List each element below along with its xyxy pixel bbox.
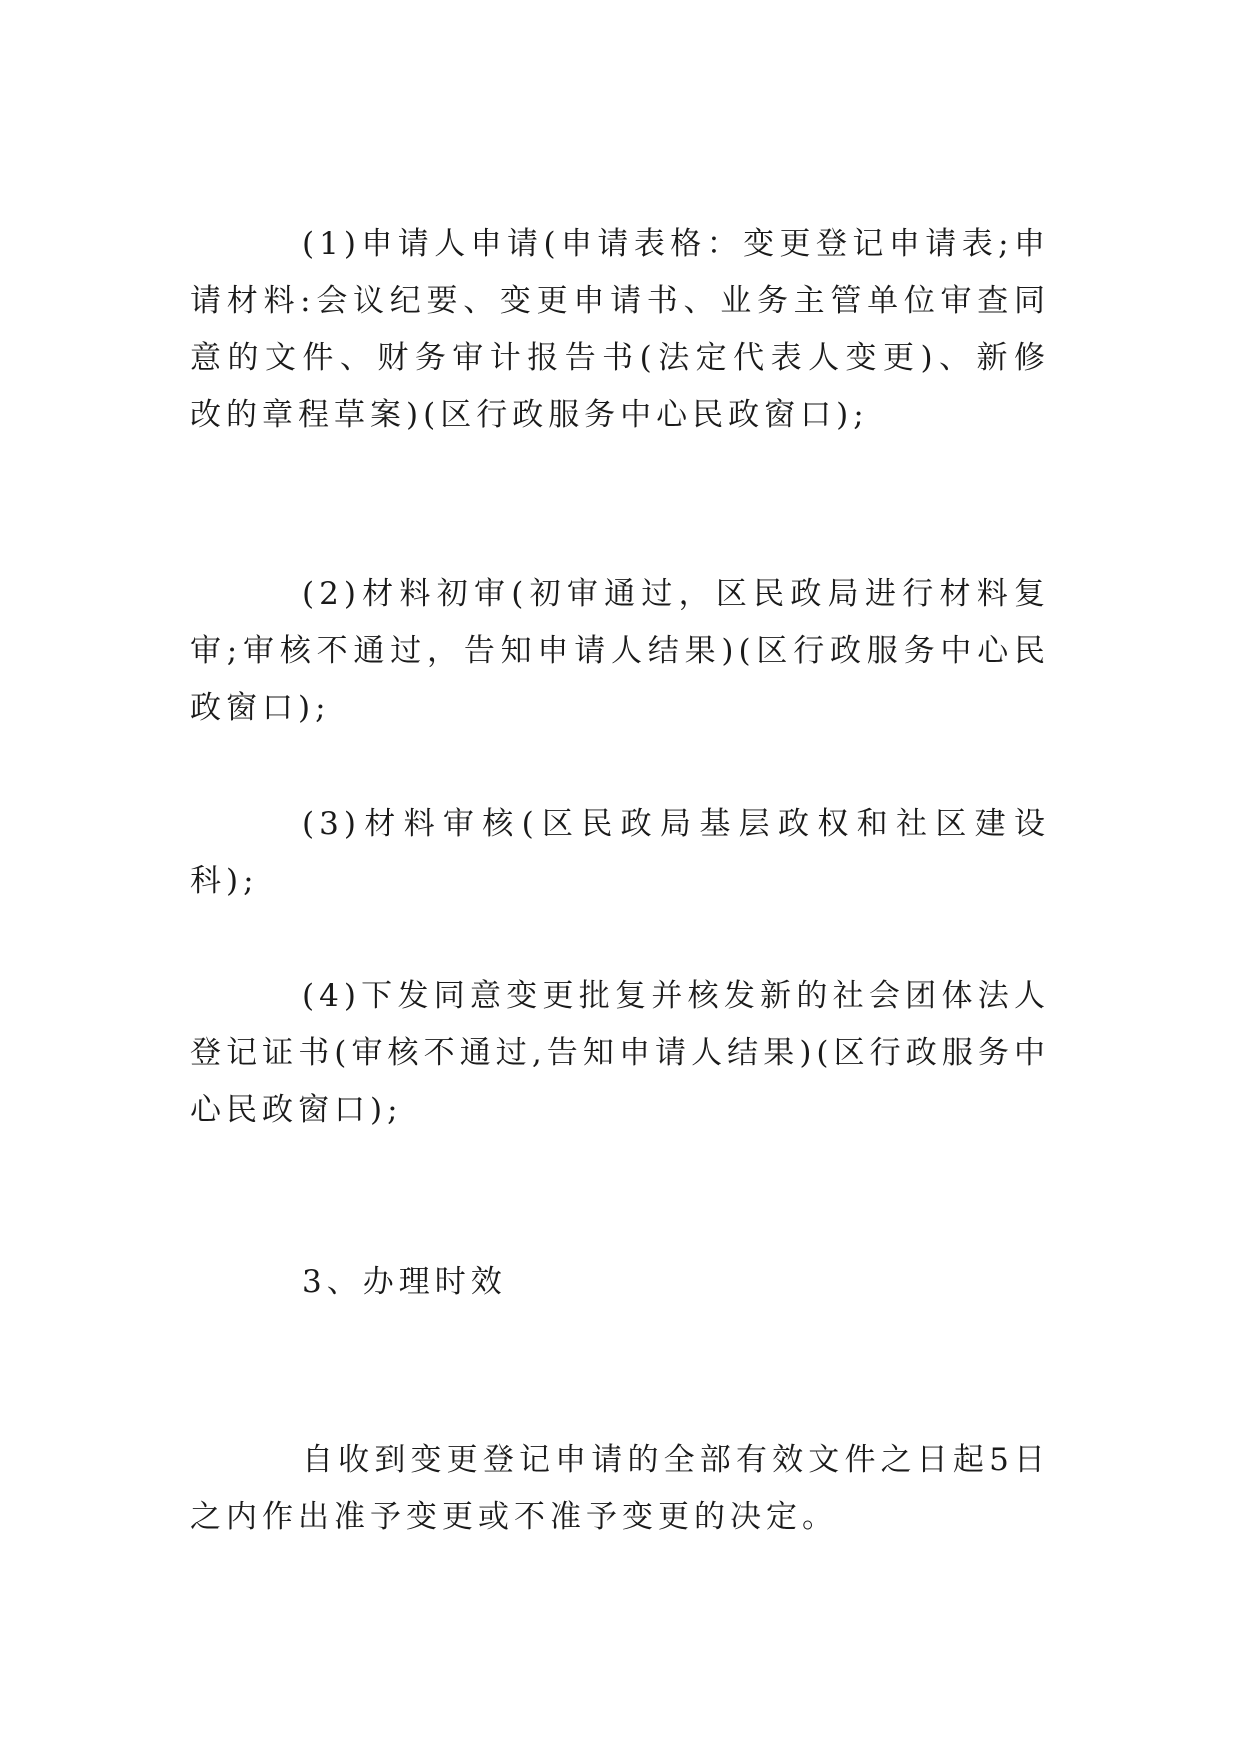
step-3-paragraph: (3)材料审核(区民政局基层政权和社区建设科);: [190, 806, 1050, 899]
step-1-paragraph: (1)申请人申请(申请表格：变更登记申请表;申请材料:会议纪要、变更申请书、业务主管单位审查同意的文件、财务审计报告书(法定代表人变更)、新修改的章程草案)(区行政服务中心民政窗口);: [190, 226, 1050, 433]
time-limit-paragraph: 自收到变更登记申请的全部有效文件之日起5日之内作出准予变更或不准予变更的决定。: [190, 1442, 1050, 1535]
step-2-paragraph: (2)材料初审(初审通过，区民政局进行材料复审;审核不通过，告知申请人结果)(区行政服务中心民政窗口);: [190, 576, 1050, 726]
section-heading: 3、办理时效: [302, 1264, 507, 1300]
step-4-paragraph: (4)下发同意变更批复并核发新的社会团体法人登记证书(审核不通过,告知申请人结果)(区行政服务中心民政窗口);: [190, 978, 1050, 1128]
